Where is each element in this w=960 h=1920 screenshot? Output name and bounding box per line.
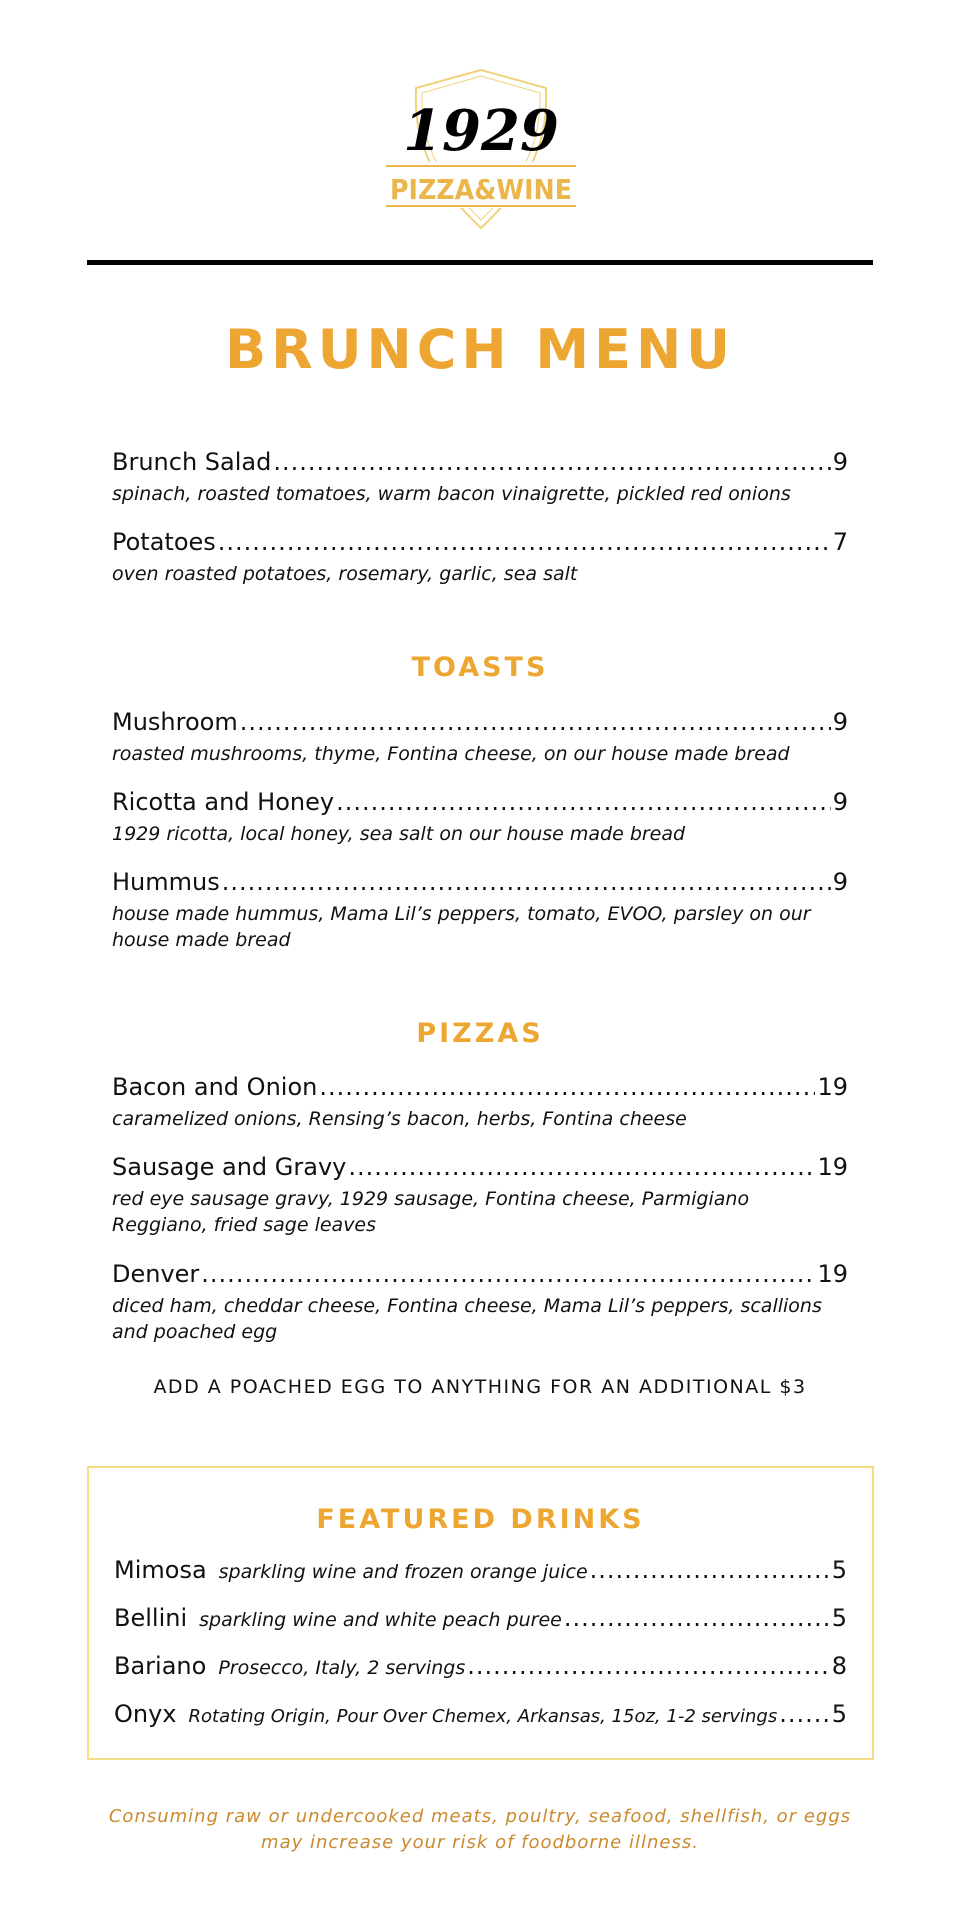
item-price: 9 xyxy=(832,708,848,736)
menu-item xyxy=(112,1153,848,1238)
drink-name: Bariano xyxy=(114,1652,207,1680)
shield-logo-graphic xyxy=(386,66,576,232)
dot-leader xyxy=(273,448,830,476)
item-description: roasted mushrooms, thyme, Fontina cheese, on our house made bread xyxy=(112,743,790,765)
item-name: Potatoes xyxy=(112,528,216,556)
drink-name: Bellini xyxy=(114,1604,188,1632)
item-price: 19 xyxy=(817,1153,848,1181)
item-name: Brunch Salad xyxy=(112,448,272,476)
item-description: 1929 ricotta, local honey, sea salt on our house made bread xyxy=(112,823,686,845)
dot-leader xyxy=(564,1604,830,1632)
dot-leader xyxy=(240,708,831,736)
logo-subtitle: PIZZA&WINE xyxy=(390,173,572,206)
item-price: 7 xyxy=(832,528,848,556)
item-description: house made hummus, Mama Lil’s peppers, tomato, EVOO, parsley on our house made bread xyxy=(112,903,811,951)
page-title: BRUNCH MENU xyxy=(224,318,736,381)
drink-description: Rotating Origin, Pour Over Chemex, Arkansas, 15oz, 1-2 servings xyxy=(188,1706,778,1727)
item-name: Ricotta and Honey xyxy=(112,788,335,816)
drink-price: 5 xyxy=(831,1700,847,1728)
disclaimer-line-2: may increase your risk of foodborne illness. xyxy=(261,1832,699,1853)
menu-item xyxy=(112,448,848,507)
item-price: 9 xyxy=(832,868,848,896)
header-divider xyxy=(87,260,873,265)
drink-item xyxy=(114,1700,847,1732)
item-name: Mushroom xyxy=(112,708,238,736)
dot-leader xyxy=(467,1652,829,1680)
menu-item xyxy=(112,708,848,767)
dot-leader xyxy=(222,868,831,896)
item-name: Denver xyxy=(112,1260,200,1288)
drink-description: sparkling wine and white peach puree xyxy=(199,1609,562,1631)
item-price: 19 xyxy=(817,1260,848,1288)
drink-name: Onyx xyxy=(114,1700,177,1728)
dot-leader xyxy=(201,1260,815,1288)
dot-leader xyxy=(779,1700,830,1728)
section-title-toasts: TOASTS xyxy=(411,652,549,683)
dot-leader xyxy=(590,1556,830,1584)
logo-year: 1929 xyxy=(403,98,559,164)
menu-item xyxy=(112,868,848,953)
drink-price: 5 xyxy=(831,1604,847,1632)
menu-item xyxy=(112,1260,848,1345)
item-description: red eye sausage gravy, 1929 sausage, Fontina cheese, Parmigiano Reggiano, fried sage leaves xyxy=(112,1188,750,1236)
item-price: 19 xyxy=(817,1073,848,1101)
poached-egg-note: ADD A POACHED EGG TO ANYTHING FOR AN ADDITIONAL $3 xyxy=(153,1376,807,1398)
menu-item xyxy=(112,788,848,847)
item-name: Bacon and Onion xyxy=(112,1073,318,1101)
featured-drinks-box xyxy=(87,1466,874,1760)
item-name: Hummus xyxy=(112,868,220,896)
item-price: 9 xyxy=(832,788,848,816)
drink-item xyxy=(114,1556,847,1588)
dot-leader xyxy=(218,528,831,556)
drink-item xyxy=(114,1604,847,1636)
item-description: diced ham, cheddar cheese, Fontina cheese, Mama Lil’s peppers, scallions and poached egg xyxy=(112,1295,822,1343)
drink-item xyxy=(114,1652,847,1684)
item-price: 9 xyxy=(832,448,848,476)
drink-name: Mimosa xyxy=(114,1556,207,1584)
menu-item xyxy=(112,528,848,587)
dot-leader xyxy=(319,1073,815,1101)
food-safety-disclaimer xyxy=(0,1804,960,1856)
drink-description: sparkling wine and frozen orange juice xyxy=(218,1561,588,1583)
item-description: caramelized onions, Rensing’s bacon, herbs, Fontina cheese xyxy=(112,1108,687,1130)
drink-price: 8 xyxy=(831,1652,847,1680)
menu-item xyxy=(112,1073,848,1132)
drink-price: 5 xyxy=(831,1556,847,1584)
dot-leader xyxy=(348,1153,815,1181)
section-title-pizzas: PIZZAS xyxy=(416,1018,544,1049)
item-description: spinach, roasted tomatoes, warm bacon vinaigrette, pickled red onions xyxy=(112,483,791,505)
item-description: oven roasted potatoes, rosemary, garlic, sea salt xyxy=(112,563,578,585)
item-name: Sausage and Gravy xyxy=(112,1153,347,1181)
dot-leader xyxy=(336,788,831,816)
disclaimer-line-1: Consuming raw or undercooked meats, poultry, seafood, shellfish, or eggs xyxy=(108,1806,852,1827)
restaurant-logo xyxy=(386,66,576,232)
section-title-drinks: FEATURED DRINKS xyxy=(316,1504,645,1535)
drink-description: Prosecco, Italy, 2 servings xyxy=(218,1657,466,1679)
